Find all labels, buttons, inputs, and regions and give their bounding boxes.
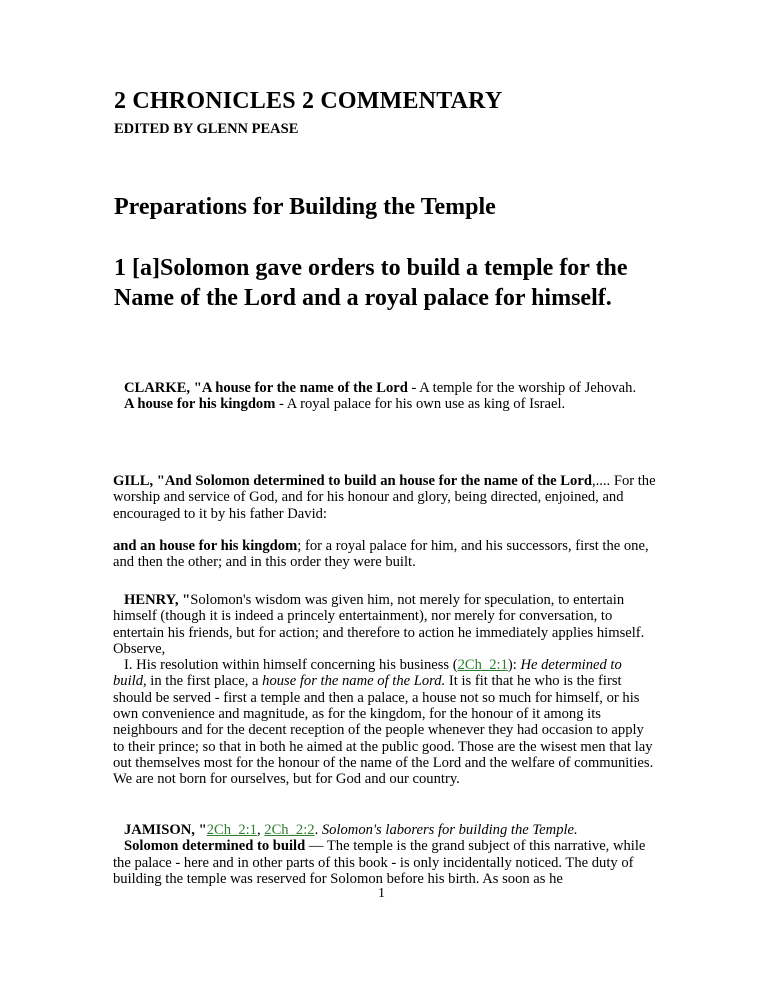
scripture-link-2ch-2-2[interactable]: 2Ch_2:2	[264, 822, 315, 838]
gill-subheading: and an house for his kingdom	[113, 537, 298, 554]
henry-p2-italic-1: He determined to build,	[113, 657, 622, 690]
henry-p2-italic-2: house for the name of the Lord.	[262, 673, 446, 690]
document-title: 2 CHRONICLES 2 COMMENTARY	[114, 88, 503, 114]
verse-heading	[114, 253, 674, 313]
clarke-text: - A temple for the worship of Jehovah.	[407, 380, 637, 396]
clarke-commentary	[113, 380, 658, 413]
henry-p2-rest: It is fit that he who is the first should be served - first a temple and then a palace, a house not so much for himself, or his own convenience and magnitude, as for the kingdom, for the honour of it among its neighbours and for the decent reception of the people whenever they had occasion to apply to their prince; so that in both he aimed at the public good. Those are the wisest men that lay out themselves most for the honour of the name of the Lord and the welfare of communities. We are not born for ourselves, but for God and our country.	[113, 673, 654, 788]
clarke-subheading: A house for his kingdom	[124, 396, 276, 413]
jamison-italic: Solomon's laborers for building the Temple.	[321, 822, 578, 838]
gill-label: GILL, "And Solomon determined to build an house for the name of the Lord	[113, 473, 592, 489]
jamison-subheading: Solomon determined to build	[124, 838, 306, 855]
henry-label: HENRY, "	[124, 592, 191, 608]
jamison-separator: ,	[256, 822, 265, 838]
gill-text: ,.... For the worship and service of God, and for his honour and glory, being directed, enjoined, and encouraged to it by his father David:	[113, 473, 656, 522]
section-heading: Preparations for Building the Temple	[114, 194, 496, 220]
scripture-link-2ch-2-1-jamison[interactable]: 2Ch_2:1	[206, 822, 257, 838]
scripture-link-2ch-2-1[interactable]: 2Ch_2:1	[457, 657, 508, 674]
verse-line-1: 1 [a]Solomon gave orders to build a temple for the	[114, 255, 628, 281]
jamison-after-refs: .	[314, 822, 322, 838]
henry-p2-mid: in the first place, a	[146, 673, 263, 690]
page-number: 1	[378, 886, 385, 901]
jamison-label: JAMISON, "	[124, 822, 207, 838]
henry-p2-start: I. His resolution within himself concerning his business (	[124, 657, 458, 674]
henry-text: Solomon's wisdom was given him, not merely for speculation, to entertain himself (though it is indeed a princely entertainment), nor merely for conversation, to entertain his friends, but for action; and therefore to action he immediately applies himself. Observe,	[113, 592, 645, 657]
gill-subtext: ; for a royal palace for him, and his successors, first the one, and then the other; and in this order they were built.	[113, 537, 649, 571]
gill-commentary	[113, 473, 658, 570]
clarke-label: CLARKE, "A house for the name of the Lord	[124, 380, 408, 396]
henry-p2-after-ref: ):	[507, 657, 521, 674]
clarke-subtext: - A royal palace for his own use as king of Israel.	[275, 396, 566, 413]
jamison-commentary	[113, 822, 658, 887]
henry-commentary	[113, 592, 658, 788]
verse-line-2: Name of the Lord and a royal palace for himself.	[114, 285, 612, 311]
editor-line: EDITED BY GLENN PEASE	[114, 121, 299, 137]
jamison-subtext: — The temple is the grand subject of this narrative, while the palace - here and in other parts of this book - is only incidentally noticed. The duty of building the temple was reserved for Solomon before his birth. As soon as he	[113, 838, 646, 887]
